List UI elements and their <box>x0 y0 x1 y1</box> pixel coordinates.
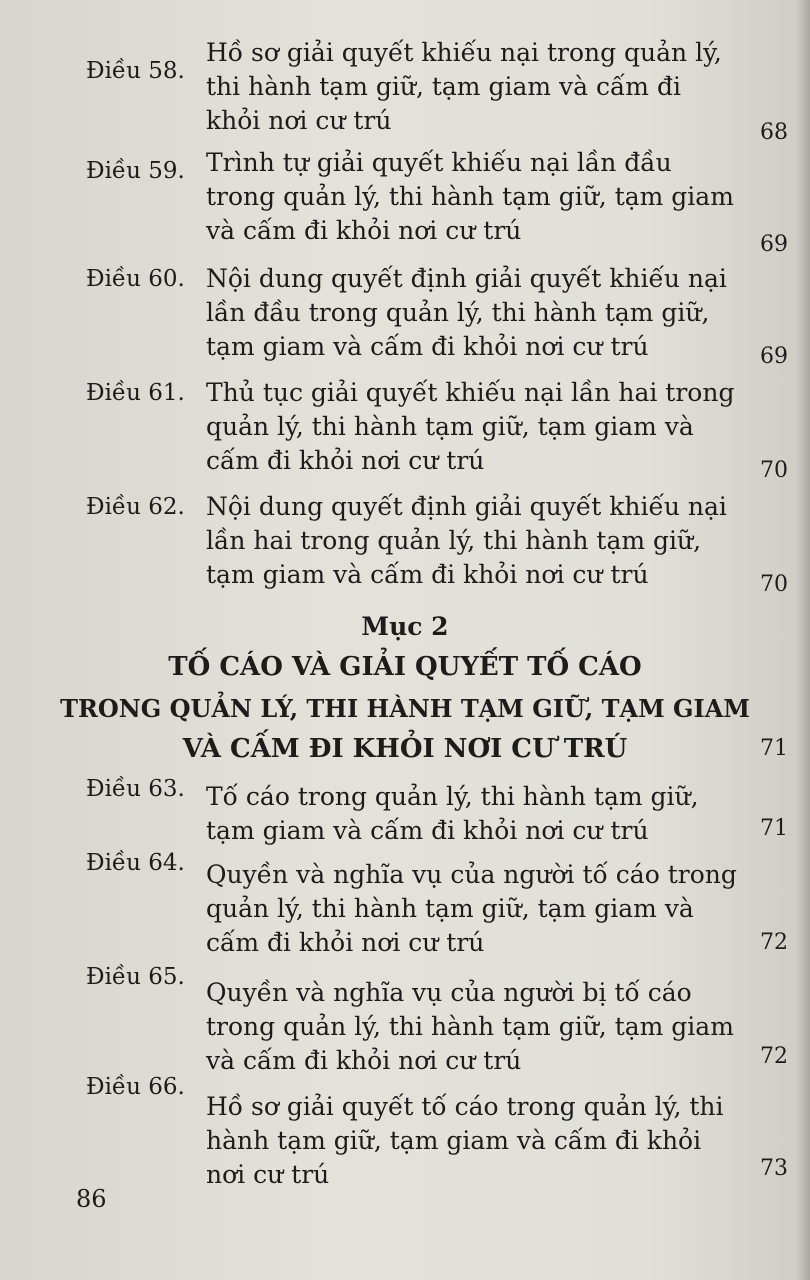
article-label: Điều 60. <box>86 266 185 292</box>
article-title-line: lần hai trong quản lý, thi hành tạm giữ, <box>206 526 702 555</box>
article-title-line: tạm giam và cấm đi khỏi nơi cư trú <box>206 332 649 361</box>
article-title-line: quản lý, thi hành tạm giữ, tạm giam và <box>206 894 694 923</box>
article-label: Điều 66. <box>86 1074 185 1100</box>
article-label: Điều 62. <box>86 494 185 520</box>
article-title-line: Tố cáo trong quản lý, thi hành tạm giữ, <box>206 782 699 811</box>
article-title <box>206 976 734 1078</box>
article-title-line: Hồ sơ giải quyết khiếu nại trong quản lý, <box>206 38 722 67</box>
section-label: Mục 2 <box>361 612 449 641</box>
toc-page-number: 68 <box>760 120 788 145</box>
article-title-line: hành tạm giữ, tạm giam và cấm đi khỏi <box>206 1126 702 1155</box>
article-title-line: Quyền và nghĩa vụ của người bị tố cáo <box>206 978 692 1007</box>
toc-page-number: 71 <box>760 736 788 761</box>
footer-page-number: 86 <box>76 1185 107 1213</box>
toc-page-number: 73 <box>760 1156 788 1181</box>
article-title <box>206 858 737 960</box>
article-title <box>206 262 727 364</box>
article-title-line: nơi cư trú <box>206 1160 330 1189</box>
article-title-line: quản lý, thi hành tạm giữ, tạm giam và <box>206 412 694 441</box>
article-label: Điều 61. <box>86 380 185 406</box>
article-title <box>206 376 735 478</box>
toc-page-number: 70 <box>760 572 788 597</box>
article-title-line: và cấm đi khỏi nơi cư trú <box>206 1046 522 1075</box>
article-title-line: Hồ sơ giải quyết tố cáo trong quản lý, thi <box>206 1092 724 1121</box>
article-title-line: Nội dung quyết định giải quyết khiếu nại <box>206 492 727 521</box>
article-title-line: trong quản lý, thi hành tạm giữ, tạm giam <box>206 182 734 211</box>
section-title-line: TRONG QUẢN LÝ, THI HÀNH TẠM GIỮ, TẠM GIAM <box>60 694 750 723</box>
article-title-line: tạm giam và cấm đi khỏi nơi cư trú <box>206 816 649 845</box>
article-title-line: Quyền và nghĩa vụ của người tố cáo trong <box>206 860 737 889</box>
toc-page-number: 69 <box>760 344 788 369</box>
article-title-line: Nội dung quyết định giải quyết khiếu nại <box>206 264 727 293</box>
toc-page-number: 70 <box>760 458 788 483</box>
article-title-line: thi hành tạm giữ, tạm giam và cấm đi <box>206 72 681 101</box>
article-title-line: và cấm đi khỏi nơi cư trú <box>206 216 522 245</box>
article-title-line: cấm đi khỏi nơi cư trú <box>206 446 485 475</box>
article-label: Điều 64. <box>86 850 185 876</box>
article-title-line: lần đầu trong quản lý, thi hành tạm giữ, <box>206 298 710 327</box>
article-label: Điều 63. <box>86 776 185 802</box>
section-title-line: TỐ CÁO VÀ GIẢI QUYẾT TỐ CÁO <box>168 652 642 682</box>
toc-page-number: 72 <box>760 930 788 955</box>
article-title <box>206 36 722 138</box>
toc-page-number: 69 <box>760 232 788 257</box>
toc-page-number: 71 <box>760 816 788 841</box>
article-label: Điều 58. <box>86 58 185 84</box>
article-title <box>206 1090 724 1192</box>
article-title-line: Trình tự giải quyết khiếu nại lần đầu <box>206 148 672 177</box>
article-title-line: tạm giam và cấm đi khỏi nơi cư trú <box>206 560 649 589</box>
section-title-line: VÀ CẤM ĐI KHỎI NƠI CƯ TRÚ <box>182 734 628 764</box>
article-title <box>206 780 706 848</box>
article-label: Điều 59. <box>86 158 185 184</box>
article-title <box>206 146 734 248</box>
article-title-line: trong quản lý, thi hành tạm giữ, tạm giam <box>206 1012 734 1041</box>
article-title-line: khỏi nơi cư trú <box>206 106 392 135</box>
article-title <box>206 490 727 592</box>
article-title-line: Thủ tục giải quyết khiếu nại lần hai trong <box>206 378 735 407</box>
article-label: Điều 65. <box>86 964 185 990</box>
article-title-line: cấm đi khỏi nơi cư trú <box>206 928 485 957</box>
toc-page-number: 72 <box>760 1044 788 1069</box>
